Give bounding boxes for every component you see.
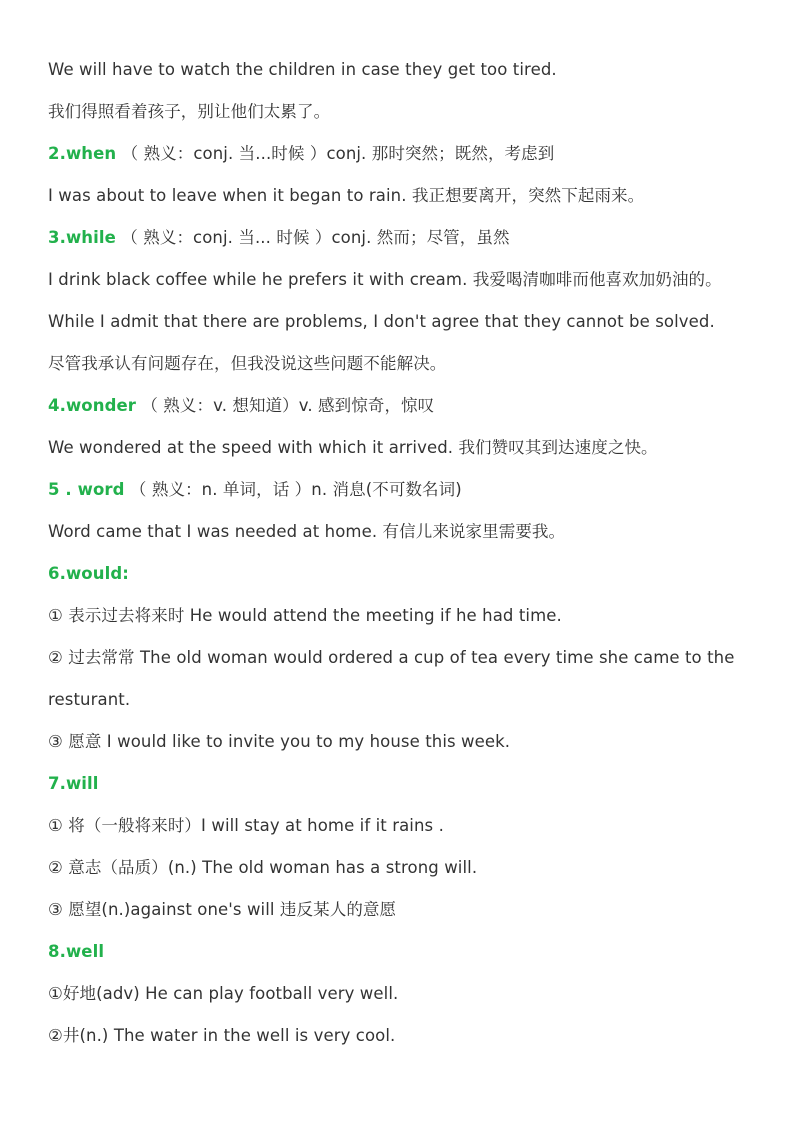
entry-heading-line (48, 385, 768, 427)
line-text: ① 表示过去将来时 He would attend the meeting if he had time. (48, 606, 562, 625)
entry-word: 7.will (48, 774, 99, 793)
line-text: 尽管我承认有问题存在，但我没说这些问题不能解决。 (48, 354, 447, 373)
entry-heading-line (48, 553, 768, 595)
entry-word: 6.would: (48, 564, 129, 583)
entry-gloss: （ 熟义：conj. 当...时候 ）conj. 那时突然；既然，考虑到 (116, 144, 555, 163)
sentence-line (48, 511, 768, 553)
line-text: 我们得照看着孩子，别让他们太累了。 (48, 102, 331, 121)
entry-heading-line (48, 931, 768, 973)
entry-heading-line (48, 469, 768, 511)
line-text: Word came that I was needed at home. 有信儿来说家里需要我。 (48, 522, 566, 541)
entry-gloss: （ 熟义：n. 单词，话 ）n. 消息(不可数名词) (124, 480, 462, 499)
entry-word: 8.well (48, 942, 105, 961)
entry-word: 4.wonder (48, 396, 137, 415)
line-text: ① 将（一般将来时）I will stay at home if it rains . (48, 816, 444, 835)
line-text: We wondered at the speed with which it arrived. 我们赞叹其到达速度之快。 (48, 438, 658, 457)
sentence-line (48, 679, 768, 721)
sentence-line (48, 175, 768, 217)
sentence-line (48, 805, 768, 847)
sentence-line (48, 427, 768, 469)
entry-gloss: （ 熟义：conj. 当... 时候 ）conj. 然而；尽管，虽然 (115, 228, 510, 247)
entry-word: 2.when (48, 144, 117, 163)
sentence-line (48, 847, 768, 889)
line-text: ③ 愿意 I would like to invite you to my house this week. (48, 732, 511, 751)
sentence-line (48, 49, 768, 91)
entry-heading-line (48, 763, 768, 805)
entry-heading-line (48, 217, 768, 259)
sentence-line (48, 301, 768, 343)
sentence-line (48, 91, 768, 133)
line-text: ②井(n.) The water in the well is very cool. (48, 1026, 396, 1045)
line-text: resturant. (48, 690, 131, 709)
line-text: We will have to watch the children in case they get too tired. (48, 60, 557, 79)
sentence-line (48, 259, 768, 301)
line-text: ③ 愿望(n.)against one's will 违反某人的意愿 (48, 900, 397, 919)
line-text: ② 意志（品质）(n.) The old woman has a strong will. (48, 858, 478, 877)
sentence-line (48, 889, 768, 931)
sentence-line (48, 343, 768, 385)
entry-gloss: （ 熟义：v. 想知道）v. 感到惊奇，惊叹 (136, 396, 435, 415)
line-text: I drink black coffee while he prefers it with cream. 我爱喝清咖啡而他喜欢加奶油的。 (48, 270, 722, 289)
sentence-line (48, 973, 768, 1015)
entry-word: 3.while (48, 228, 116, 247)
line-text: While I admit that there are problems, I don't agree that they cannot be solved. (48, 312, 715, 331)
entry-word: 5 . word (48, 480, 125, 499)
sentence-line (48, 721, 768, 763)
sentence-line (48, 595, 768, 637)
document-body (48, 49, 768, 1057)
entry-heading-line (48, 133, 768, 175)
line-text: ①好地(adv) He can play football very well. (48, 984, 399, 1003)
sentence-line (48, 637, 768, 679)
line-text: I was about to leave when it began to rain. 我正想要离开，突然下起雨来。 (48, 186, 645, 205)
line-text: ② 过去常常 The old woman would ordered a cup of tea every time she came to the (48, 648, 735, 667)
sentence-line (48, 1015, 768, 1057)
